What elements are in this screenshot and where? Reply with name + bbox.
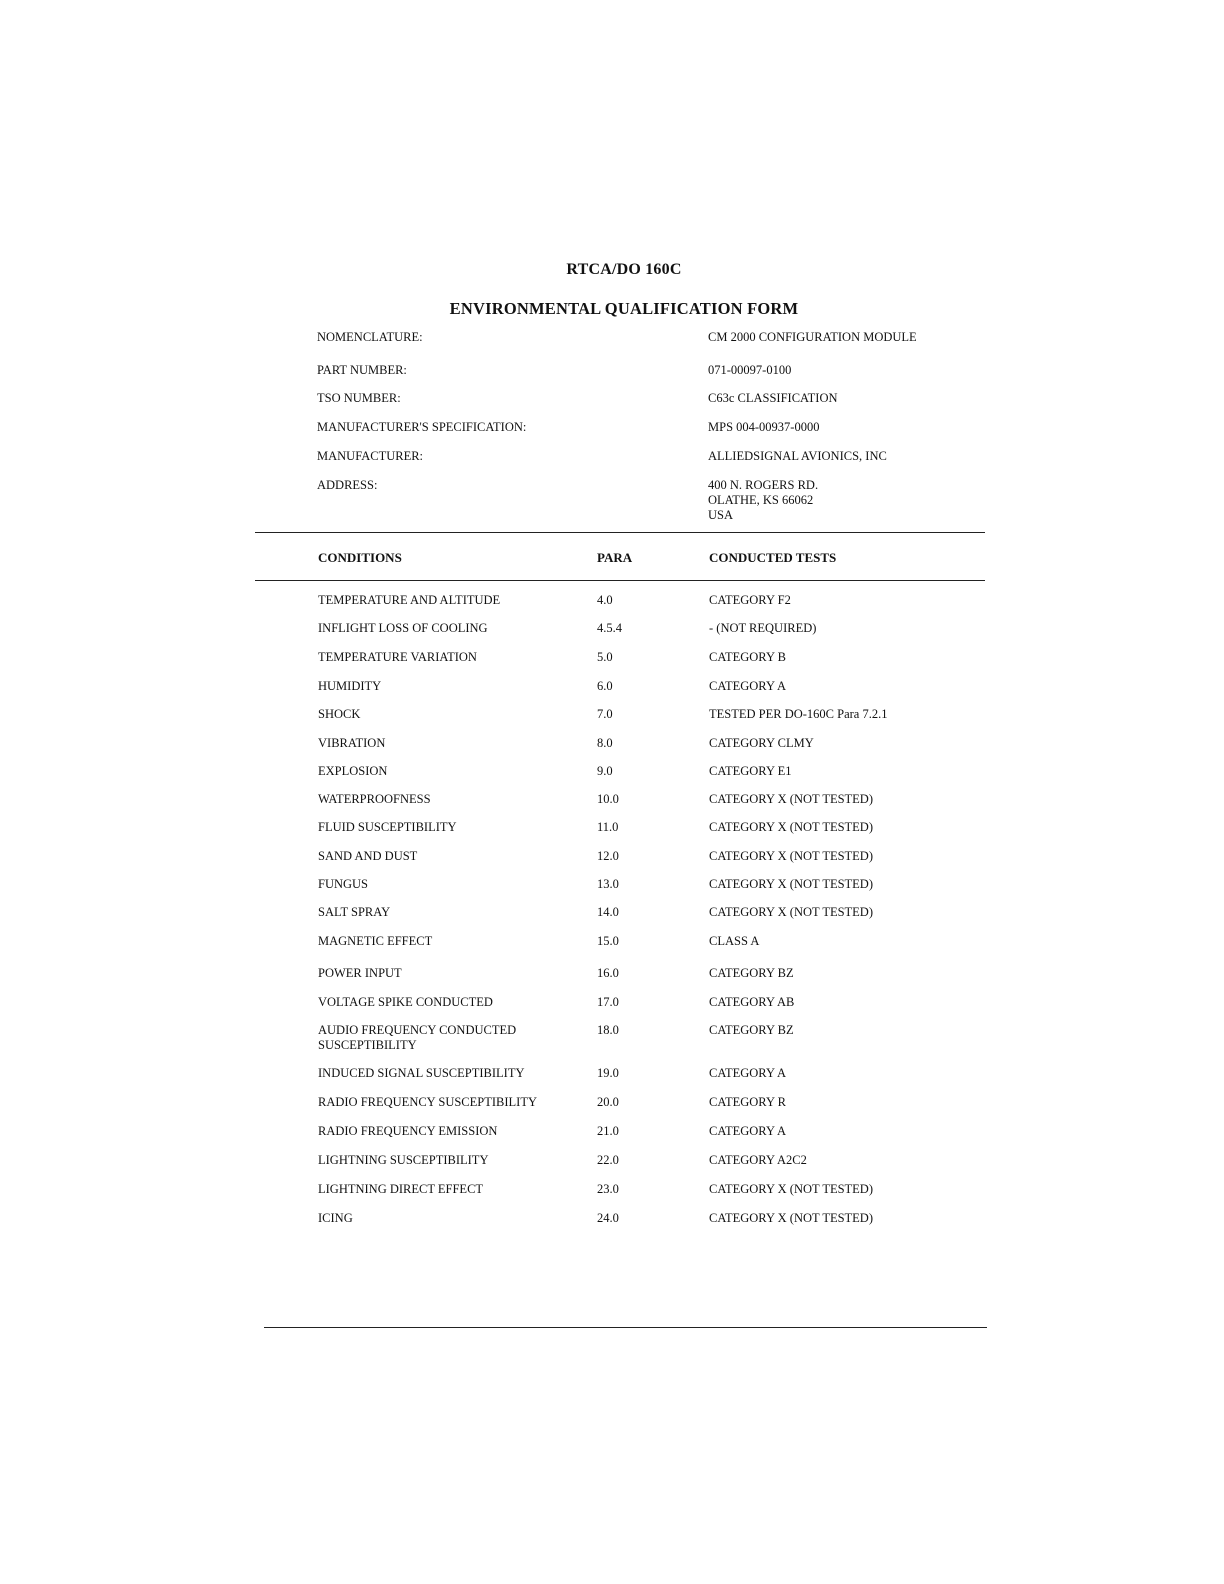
test-cell: CATEGORY E1: [709, 764, 792, 778]
info-value: 400 N. ROGERS RD. OLATHE, KS 66062 USA: [708, 478, 819, 522]
condition-cell: INFLIGHT LOSS OF COOLING: [318, 621, 488, 635]
info-label: TSO NUMBER:: [317, 391, 401, 405]
form-title: ENVIRONMENTAL QUALIFICATION FORM: [449, 299, 799, 318]
para-cell: 17.0: [597, 995, 619, 1009]
condition-cell: RADIO FREQUENCY SUSCEPTIBILITY: [318, 1095, 537, 1109]
divider-top: [255, 532, 985, 533]
para-cell: 23.0: [597, 1182, 619, 1196]
para-cell: 10.0: [597, 792, 619, 806]
column-header-conditions: CONDITIONS: [318, 550, 402, 565]
para-cell: 22.0: [597, 1153, 619, 1167]
info-value: C63c CLASSIFICATION: [708, 391, 838, 405]
test-cell: CLASS A: [709, 934, 760, 948]
info-label: ADDRESS:: [317, 478, 378, 492]
test-cell: CATEGORY X (NOT TESTED): [709, 1211, 874, 1225]
condition-cell: SALT SPRAY: [318, 905, 391, 919]
condition-cell: AUDIO FREQUENCY CONDUCTED SUSCEPTIBILITY: [318, 1023, 517, 1052]
para-cell: 5.0: [597, 650, 613, 664]
para-cell: 8.0: [597, 736, 613, 750]
condition-cell: MAGNETIC EFFECT: [318, 934, 433, 948]
info-value: ALLIEDSIGNAL AVIONICS, INC: [708, 449, 887, 463]
para-cell: 11.0: [597, 820, 619, 834]
para-cell: 24.0: [597, 1211, 619, 1225]
test-cell: CATEGORY B: [709, 650, 786, 664]
test-cell: CATEGORY R: [709, 1095, 786, 1109]
test-cell: CATEGORY BZ: [709, 1023, 794, 1037]
para-cell: 4.0: [597, 593, 613, 607]
condition-cell: LIGHTNING DIRECT EFFECT: [318, 1182, 484, 1196]
para-cell: 21.0: [597, 1124, 619, 1138]
para-cell: 4.5.4: [597, 621, 622, 635]
document-title: RTCA/DO 160C: [566, 261, 682, 278]
condition-cell: POWER INPUT: [318, 966, 402, 980]
column-header-para: PARA: [597, 550, 633, 565]
condition-cell: TEMPERATURE AND ALTITUDE: [318, 593, 501, 607]
test-cell: CATEGORY AB: [709, 995, 795, 1009]
divider-bottom: [264, 1327, 987, 1328]
info-value: 071-00097-0100: [708, 363, 792, 377]
test-cell: CATEGORY BZ: [709, 966, 794, 980]
test-cell: CATEGORY CLMY: [709, 736, 814, 750]
test-cell: CATEGORY X (NOT TESTED): [709, 877, 874, 891]
test-cell: CATEGORY A: [709, 1124, 786, 1138]
test-cell: CATEGORY A2C2: [709, 1153, 807, 1167]
condition-cell: SHOCK: [318, 707, 361, 721]
para-cell: 13.0: [597, 877, 619, 891]
para-cell: 18.0: [597, 1023, 619, 1037]
condition-cell: FUNGUS: [318, 877, 369, 891]
column-header-conducted-tests: CONDUCTED TESTS: [709, 550, 837, 565]
test-cell: CATEGORY X (NOT TESTED): [709, 792, 874, 806]
divider-header: [255, 580, 985, 581]
condition-cell: EXPLOSION: [318, 764, 388, 778]
info-label: NOMENCLATURE:: [317, 330, 423, 344]
test-cell: TESTED PER DO-160C Para 7.2.1: [709, 707, 888, 721]
condition-cell: VOLTAGE SPIKE CONDUCTED: [318, 995, 493, 1009]
test-cell: CATEGORY A: [709, 679, 786, 693]
para-cell: 9.0: [597, 764, 613, 778]
test-cell: CATEGORY A: [709, 1066, 786, 1080]
para-cell: 16.0: [597, 966, 619, 980]
para-cell: 12.0: [597, 849, 619, 863]
condition-cell: INDUCED SIGNAL SUSCEPTIBILITY: [318, 1066, 525, 1080]
condition-cell: WATERPROOFNESS: [318, 792, 431, 806]
condition-cell: VIBRATION: [318, 736, 386, 750]
para-cell: 14.0: [597, 905, 619, 919]
para-cell: 20.0: [597, 1095, 619, 1109]
para-cell: 6.0: [597, 679, 613, 693]
test-cell: CATEGORY X (NOT TESTED): [709, 905, 874, 919]
test-cell: CATEGORY X (NOT TESTED): [709, 1182, 874, 1196]
info-label: MANUFACTURER'S SPECIFICATION:: [317, 420, 527, 434]
condition-cell: SAND AND DUST: [318, 849, 418, 863]
para-cell: 7.0: [597, 707, 613, 721]
test-cell: CATEGORY X (NOT TESTED): [709, 820, 874, 834]
condition-cell: RADIO FREQUENCY EMISSION: [318, 1124, 498, 1138]
para-cell: 19.0: [597, 1066, 619, 1080]
condition-cell: LIGHTNING SUSCEPTIBILITY: [318, 1153, 489, 1167]
info-value: MPS 004-00937-0000: [708, 420, 820, 434]
info-label: PART NUMBER:: [317, 363, 407, 377]
info-value: CM 2000 CONFIGURATION MODULE: [708, 330, 917, 344]
condition-cell: HUMIDITY: [318, 679, 382, 693]
condition-cell: FLUID SUSCEPTIBILITY: [318, 820, 457, 834]
test-cell: CATEGORY X (NOT TESTED): [709, 849, 874, 863]
test-cell: - (NOT REQUIRED): [709, 621, 817, 635]
condition-cell: ICING: [318, 1211, 353, 1225]
info-label: MANUFACTURER:: [317, 449, 424, 463]
condition-cell: TEMPERATURE VARIATION: [318, 650, 477, 664]
para-cell: 15.0: [597, 934, 619, 948]
test-cell: CATEGORY F2: [709, 593, 791, 607]
